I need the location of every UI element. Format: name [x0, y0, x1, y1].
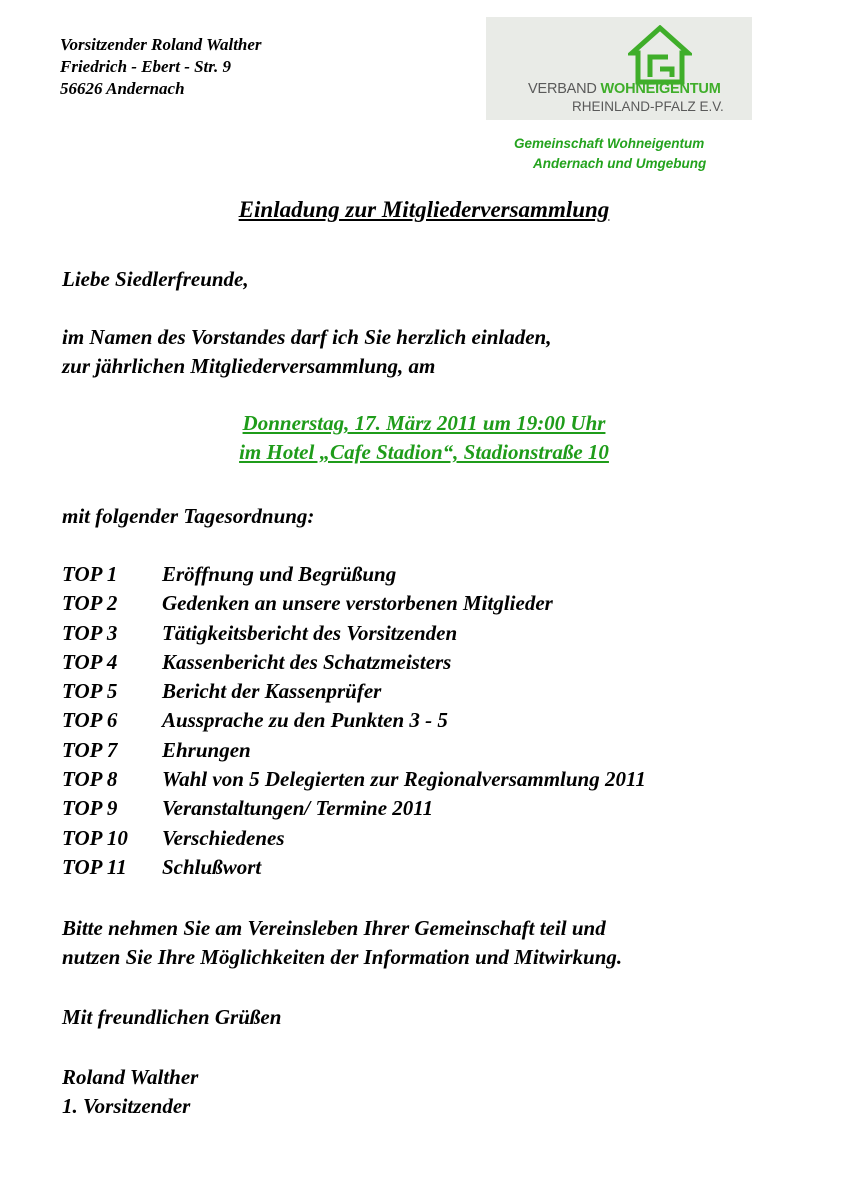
event-date: Donnerstag, 17. März 2011 um 19:00 Uhr [242, 411, 606, 435]
agenda-item-text: Aussprache zu den Punkten 3 - 5 [162, 708, 448, 733]
salutation: Liebe Siedlerfreunde, [62, 267, 249, 291]
agenda-item [62, 677, 646, 706]
sender-street-line: Friedrich - Ebert - Str. 9 [60, 57, 231, 76]
closing-line-1: Bitte nehmen Sie am Vereinsleben Ihrer Gemeinschaft teil und [62, 916, 606, 940]
organization-logo [486, 17, 752, 120]
sender-address [60, 34, 262, 100]
community-line-2: Andernach und Umgebung [533, 156, 707, 171]
agenda-item-text: Eröffnung und Begrüßung [162, 562, 397, 586]
agenda-item-text: Schlußwort [162, 854, 262, 879]
agenda-item [62, 619, 646, 648]
logo-title [528, 81, 721, 97]
logo-title-verband: VERBAND [528, 81, 601, 97]
agenda-item [62, 560, 646, 589]
logo-title-wohneigentum: WOHNEIGENTUM [600, 81, 721, 97]
sender-city-line: 56626 Andernach [60, 79, 185, 98]
agenda-item [62, 706, 646, 735]
signature-block [62, 1063, 198, 1121]
closing-line-2: nutzen Sie Ihre Möglichkeiten der Information und Mitwirkung. [62, 945, 623, 969]
agenda-item-text: Gedenken an unsere verstorbenen Mitglieder [162, 591, 553, 616]
agenda-item [62, 648, 646, 677]
agenda-item-number: TOP 7 [62, 737, 118, 762]
agenda-item [62, 589, 646, 618]
agenda-item-text: Kassenbericht des Schatzmeisters [162, 649, 452, 674]
house-icon [628, 25, 692, 85]
agenda-intro: mit folgender Tagesordnung: [62, 504, 315, 528]
event-details [0, 409, 848, 467]
sender-name-line: Vorsitzender Roland Walther [60, 35, 262, 54]
agenda-item-text: Verschiedenes [162, 825, 285, 850]
agenda-item-number: TOP 9 [62, 796, 118, 821]
agenda-item-text: Ehrungen [162, 737, 251, 762]
agenda-item [62, 794, 646, 823]
intro-paragraph [62, 323, 551, 381]
agenda-item-text: Wahl von 5 Delegierten zur Regionalversammlung 2011 [162, 767, 646, 792]
agenda-item-number: TOP 3 [62, 620, 118, 645]
agenda-item-number: TOP 11 [62, 854, 127, 879]
greeting: Mit freundlichen Grüßen [62, 1005, 282, 1029]
closing-paragraph [62, 914, 622, 972]
signature-role: 1. Vorsitzender [62, 1094, 191, 1118]
document-title: Einladung zur Mitgliederversammlung [238, 197, 610, 222]
intro-line-2: zur jährlichen Mitgliederversammlung, am [62, 354, 436, 378]
agenda-item-text: Veranstaltungen/ Termine 2011 [162, 796, 434, 821]
signature-name: Roland Walther [62, 1065, 199, 1089]
event-location: im Hotel „Cafe Stadion“, Stadionstraße 10 [239, 440, 609, 464]
agenda-item-number: TOP 10 [62, 825, 128, 850]
agenda-item-number: TOP 2 [62, 591, 118, 616]
community-line-1: Gemeinschaft Wohneigentum [514, 136, 705, 151]
agenda-item-number: TOP 4 [62, 649, 118, 674]
agenda-item [62, 765, 646, 794]
agenda-item-number: TOP 1 [62, 562, 118, 586]
community-name [514, 134, 706, 174]
logo-subtitle: RHEINLAND-PFALZ E.V. [572, 99, 724, 114]
agenda-item [62, 853, 646, 882]
agenda-list [62, 560, 646, 882]
agenda-item-text: Tätigkeitsbericht des Vorsitzenden [162, 620, 458, 645]
agenda-item-number: TOP 8 [62, 767, 118, 792]
agenda-item [62, 824, 646, 853]
agenda-item [62, 736, 646, 765]
agenda-item-text: Bericht der Kassenprüfer [162, 679, 382, 704]
intro-line-1: im Namen des Vorstandes darf ich Sie herzlich einladen, [62, 325, 552, 349]
agenda-item-number: TOP 6 [62, 708, 118, 733]
agenda-item-number: TOP 5 [62, 679, 118, 704]
